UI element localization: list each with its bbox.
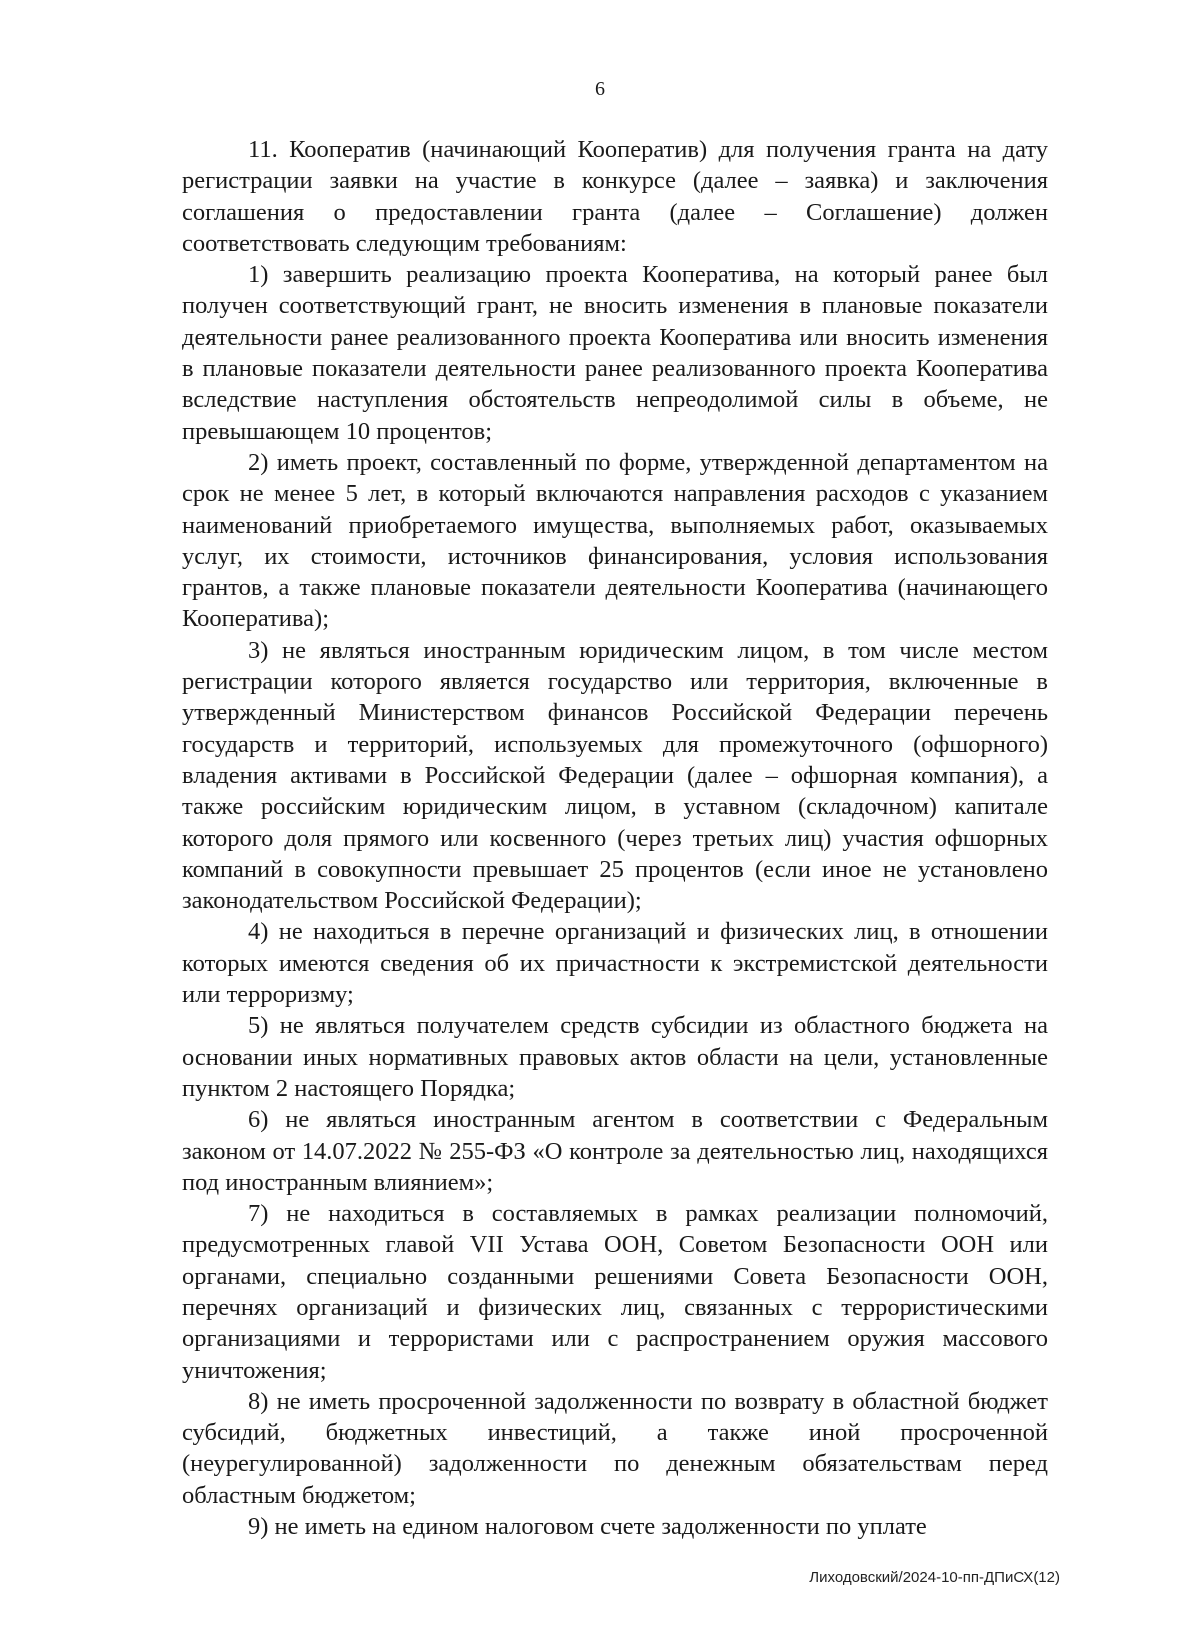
requirement-1: 1) завершить реализацию проекта Кооператива, на который ранее был получен соответствующий грант, не вносить изменения в плановые показатели деятельности ранее реализованного проекта Кооператива или вносить изменения в плановые показатели деятельности ранее реализованного проекта Кооператива вследствие наступления обстоятельств непреодолимой силы в объеме, не превышающем 10 процентов; bbox=[182, 261, 1048, 445]
requirement-9: 9) не иметь на едином налоговом счете задолженности по уплате bbox=[248, 1513, 927, 1541]
requirement-3: 3) не являться иностранным юридическим лицом, в том числе местом регистрации которого является государство или территория, включенные в утвержденный Министерством финансов Российской Федерации перечень государств и территорий, используемых для промежуточного (офшорного) владения активами в Российской Федерации (далее – офшорная компания), а также российским юридическим лицом, в уставном (складочном) капитале которого доля прямого или косвенного (через третьих лиц) участия офшорных компаний в совокупности превышает 25 процентов (если иное не установлено законодательством Российской Федерации); bbox=[182, 636, 1048, 915]
requirement-8: 8) не иметь просроченной задолженности по возврату в областной бюджет субсидий, бюджетных инвестиций, а также иной просроченной (неурегулированной) задолженности по денежным обязательствам перед областным бюджетом; bbox=[182, 1387, 1048, 1509]
requirement-2: 2) иметь проект, составленный по форме, утвержденной департаментом на срок не менее 5 лет, в который включаются направления расходов с указанием наименований приобретаемого имущества, выполняемых работ, оказываемых услуг, их стоимости, источников финансирования, условия использования грантов, а также плановые показатели деятельности Кооператива (начинающего Кооператива); bbox=[182, 448, 1048, 633]
document-footer: Лиходовский/2024-10-пп-ДПиСХ(12) bbox=[809, 1569, 1060, 1586]
paragraph-11: 11. Кооператив (начинающий Кооператив) для получения гранта на дату регистрации заявки на участие в конкурсе (далее – заявка) и заключения соглашения о предоставлении гранта (далее – Соглашение) должен соответствовать следующим требованиям: bbox=[182, 136, 1048, 257]
requirement-4: 4) не находиться в перечне организаций и физических лиц, в отношении которых имеются сведения об их причастности к экстремистской деятельности или терроризму; bbox=[182, 918, 1048, 1009]
requirement-6: 6) не являться иностранным агентом в соответствии с Федеральным законом от 14.07.2022 № 255-ФЗ «О контроле за деятельностью лиц, находящихся под иностранным влиянием»; bbox=[182, 1106, 1048, 1196]
requirement-7: 7) не находиться в составляемых в рамках реализации полномочий, предусмотренных главой VII Устава ООН, Советом Безопасности ООН или органами, специально созданными решениями Совета Безопасности ООН, перечнях организаций и физических лиц, связанных с террористическими организациями и террористами или с распространением оружия массового уничтожения; bbox=[182, 1200, 1048, 1384]
requirement-5: 5) не являться получателем средств субсидии из областного бюджета на основании иных нормативных правовых актов области на цели, установленные пунктом 2 настоящего Порядка; bbox=[182, 1012, 1048, 1102]
document-body bbox=[182, 134, 1048, 1542]
page-number: 6 bbox=[595, 78, 605, 100]
